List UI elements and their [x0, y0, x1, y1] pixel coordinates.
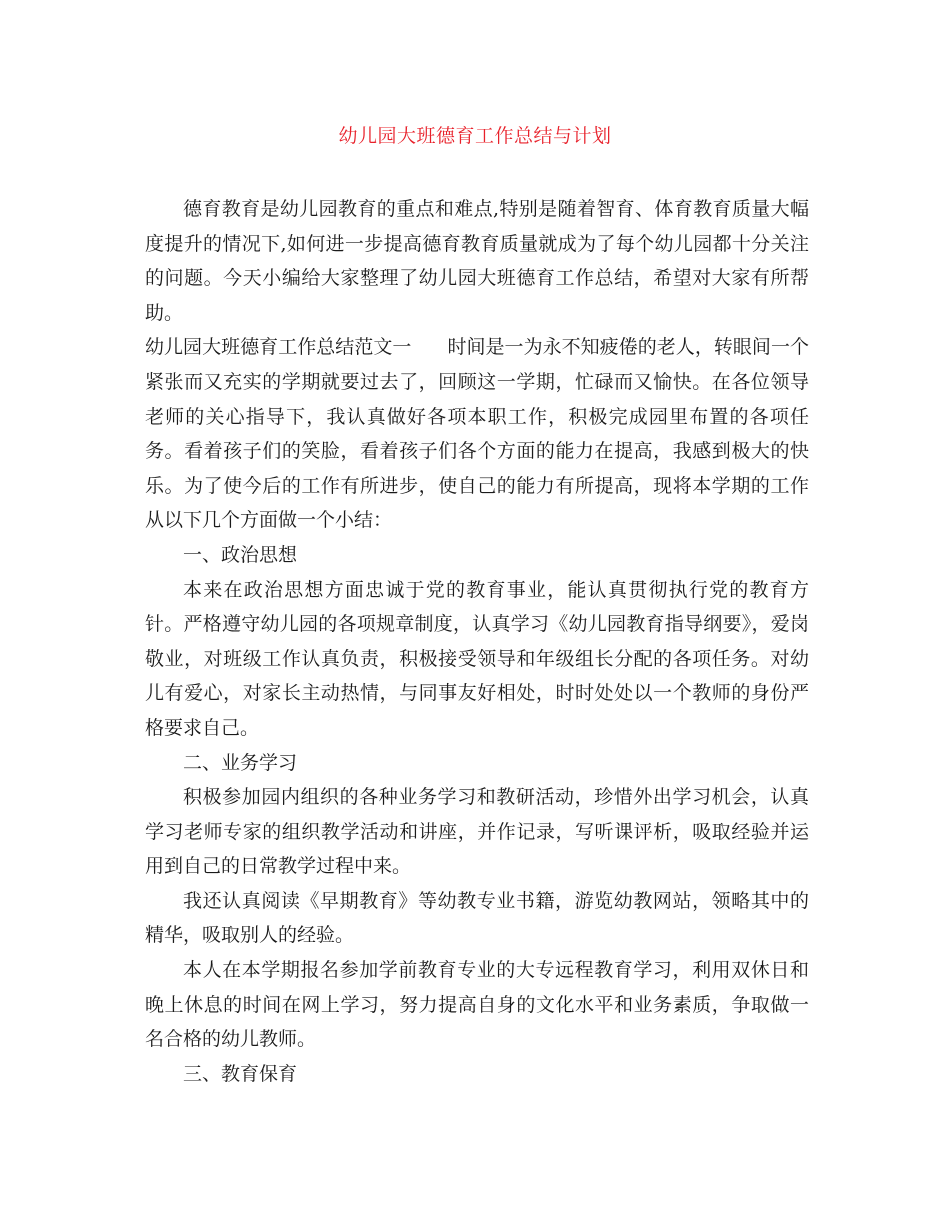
- section-heading-politics: 一、政治思想: [183, 543, 298, 566]
- sample-lead-text: 时间是一为永不知疲倦的老人，转眼间一个紧张而又充实的学期就要过去了，回顾这一学期，忙碌而又愉快。在各位领导老师的关心指导下，我认真做好各项本职工作，积极完成园里布置的各项任务。看着孩子们的笑脸，看着孩子们各个方面的能力在提高，我感到极大的快乐。为了使今后的工作有所进步，使自己的能力有所提高，现将本学期的工作从以下几个方面做一个小结：: [145, 336, 809, 532]
- section-study-paragraph-1: 积极参加园内组织的各种业务学习和教研活动，珍惜外出学习机会，认真学习老师专家的组织教学活动和讲座，并作记录，写听课评析，吸取经验并运用到自己的日常教学过程中来。: [145, 786, 809, 878]
- sample-heading: 幼儿园大班德育工作总结范文一: [145, 336, 412, 359]
- section-heading-study: 二、业务学习: [183, 751, 298, 774]
- section-politics-paragraph-1: 本来在政治思想方面忠诚于党的教育事业，能认真贯彻执行党的教育方针。严格遵守幼儿园的各项规章制度，认真学习《幼儿园教育指导纲要》，爱岗敬业，对班级工作认真负责，积极接受领导和年级组长分配的各项任务。对幼儿有爱心，对家长主动热情，与同事友好相处，时时处处以一个教师的身份严格要求自己。: [145, 578, 809, 739]
- section-study-paragraph-3: 本人在本学期报名参加学前教育专业的大专远程教育学习，利用双休日和晚上休息的时间在网上学习，努力提高自身的文化水平和业务素质，争取做一名合格的幼儿教师。: [145, 959, 809, 1051]
- section-study-paragraph-2: 我还认真阅读《早期教育》等幼教专业书籍，游览幼教网站，领略其中的精华，吸取别人的经验。: [145, 889, 809, 947]
- section-heading-education: 三、教育保育: [183, 1062, 298, 1085]
- intro-paragraph: 德育教育是幼儿园教育的重点和难点,特别是随着智育、体育教育质量大幅度提升的情况下,如何进一步提高德育教育质量就成为了每个幼儿园都十分关注的问题。今天小编给大家整理了幼儿园大班德育工作总结，希望对大家有所帮助。: [145, 198, 809, 324]
- document-body: [145, 192, 809, 1091]
- sample-paragraph: [145, 330, 809, 538]
- document-title: 幼儿园大班德育工作总结与计划: [338, 125, 612, 147]
